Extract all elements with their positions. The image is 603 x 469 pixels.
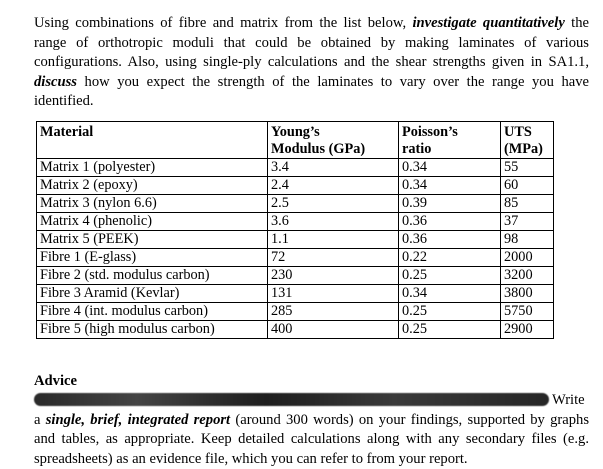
table-row [37, 213, 554, 231]
materials-table [36, 121, 554, 339]
advice-heading: Advice [34, 373, 77, 389]
intro-emphasis-investigate: investigate quantitatively [412, 15, 565, 31]
cell-material: Matrix 2 (epoxy) [37, 177, 268, 195]
cell-uts: 37 [501, 213, 554, 231]
intro-paragraph [34, 14, 589, 112]
cell-material: Fibre 4 (int. modulus carbon) [37, 303, 268, 321]
cell-modulus: 400 [268, 321, 399, 339]
table-row [37, 195, 554, 213]
table-row [37, 267, 554, 285]
intro-text-3: how you expect the strength of the laminates to vary over the range you have identified. [34, 73, 589, 110]
intro-text-1: Using combinations of fibre and matrix from the list below, [34, 15, 413, 31]
intro-text-2: the range of orthotropic moduli that could be obtained by making laminates of various configurations. Also, using single-ply calculations and the shear strengths given in SA1.1, [34, 15, 589, 71]
table-row [37, 303, 554, 321]
cell-poisson: 0.25 [399, 303, 501, 321]
table-row [37, 321, 554, 339]
cell-uts: 3200 [501, 267, 554, 285]
cell-modulus: 2.4 [268, 177, 399, 195]
advice-text-1: Write a [34, 392, 585, 428]
cell-poisson: 0.39 [399, 195, 501, 213]
cell-material: Fibre 5 (high modulus carbon) [37, 321, 268, 339]
cell-uts: 2900 [501, 321, 554, 339]
cell-material: Matrix 1 (polyester) [37, 159, 268, 177]
cell-uts: 60 [501, 177, 554, 195]
cell-modulus: 285 [268, 303, 399, 321]
cell-material: Fibre 2 (std. modulus carbon) [37, 267, 268, 285]
advice-paragraph [34, 391, 589, 469]
cell-modulus: 3.4 [268, 159, 399, 177]
cell-modulus: 131 [268, 285, 399, 303]
cell-poisson: 0.36 [399, 231, 501, 249]
cell-uts: 3800 [501, 285, 554, 303]
cell-material: Matrix 4 (phenolic) [37, 213, 268, 231]
advice-text-2: (around 300 words) on your findings, supported by graphs and tables, as appropriate. Keep detailed calculations along with any secondary files (e.g. spreadsheets) as an evidence file, which you can refer to from your report. [34, 411, 589, 467]
intro-emphasis-discuss: discuss [34, 73, 77, 90]
cell-uts: 55 [501, 159, 554, 177]
table-header-row [37, 122, 554, 159]
cell-poisson: 0.25 [399, 321, 501, 339]
cell-material: Fibre 1 (E-glass) [37, 249, 268, 267]
cell-material: Fibre 3 Aramid (Kevlar) [37, 285, 268, 303]
cell-modulus: 3.6 [268, 213, 399, 231]
cell-material: Matrix 5 (PEEK) [37, 231, 268, 249]
table-row [37, 285, 554, 303]
cell-uts: 85 [501, 195, 554, 213]
table-row [37, 177, 554, 195]
header-material: Material [37, 122, 268, 159]
advice-emphasis: single, brief, integrated report [45, 411, 231, 428]
cell-poisson: 0.36 [399, 213, 501, 231]
cell-modulus: 72 [268, 249, 399, 267]
cell-poisson: 0.34 [399, 159, 501, 177]
table-row [37, 159, 554, 177]
cell-material: Matrix 3 (nylon 6.6) [37, 195, 268, 213]
cell-poisson: 0.34 [399, 285, 501, 303]
redaction-scribble [34, 393, 549, 406]
header-poisson: Poisson’s ratio [399, 122, 501, 159]
cell-modulus: 1.1 [268, 231, 399, 249]
header-uts: UTS (MPa) [501, 122, 554, 159]
cell-modulus: 2.5 [268, 195, 399, 213]
cell-uts: 2000 [501, 249, 554, 267]
cell-uts: 5750 [501, 303, 554, 321]
header-modulus: Young’s Modulus (GPa) [268, 122, 399, 159]
cell-modulus: 230 [268, 267, 399, 285]
cell-poisson: 0.25 [399, 267, 501, 285]
cell-poisson: 0.34 [399, 177, 501, 195]
table-row [37, 231, 554, 249]
cell-poisson: 0.22 [399, 249, 501, 267]
table-row [37, 249, 554, 267]
cell-uts: 98 [501, 231, 554, 249]
